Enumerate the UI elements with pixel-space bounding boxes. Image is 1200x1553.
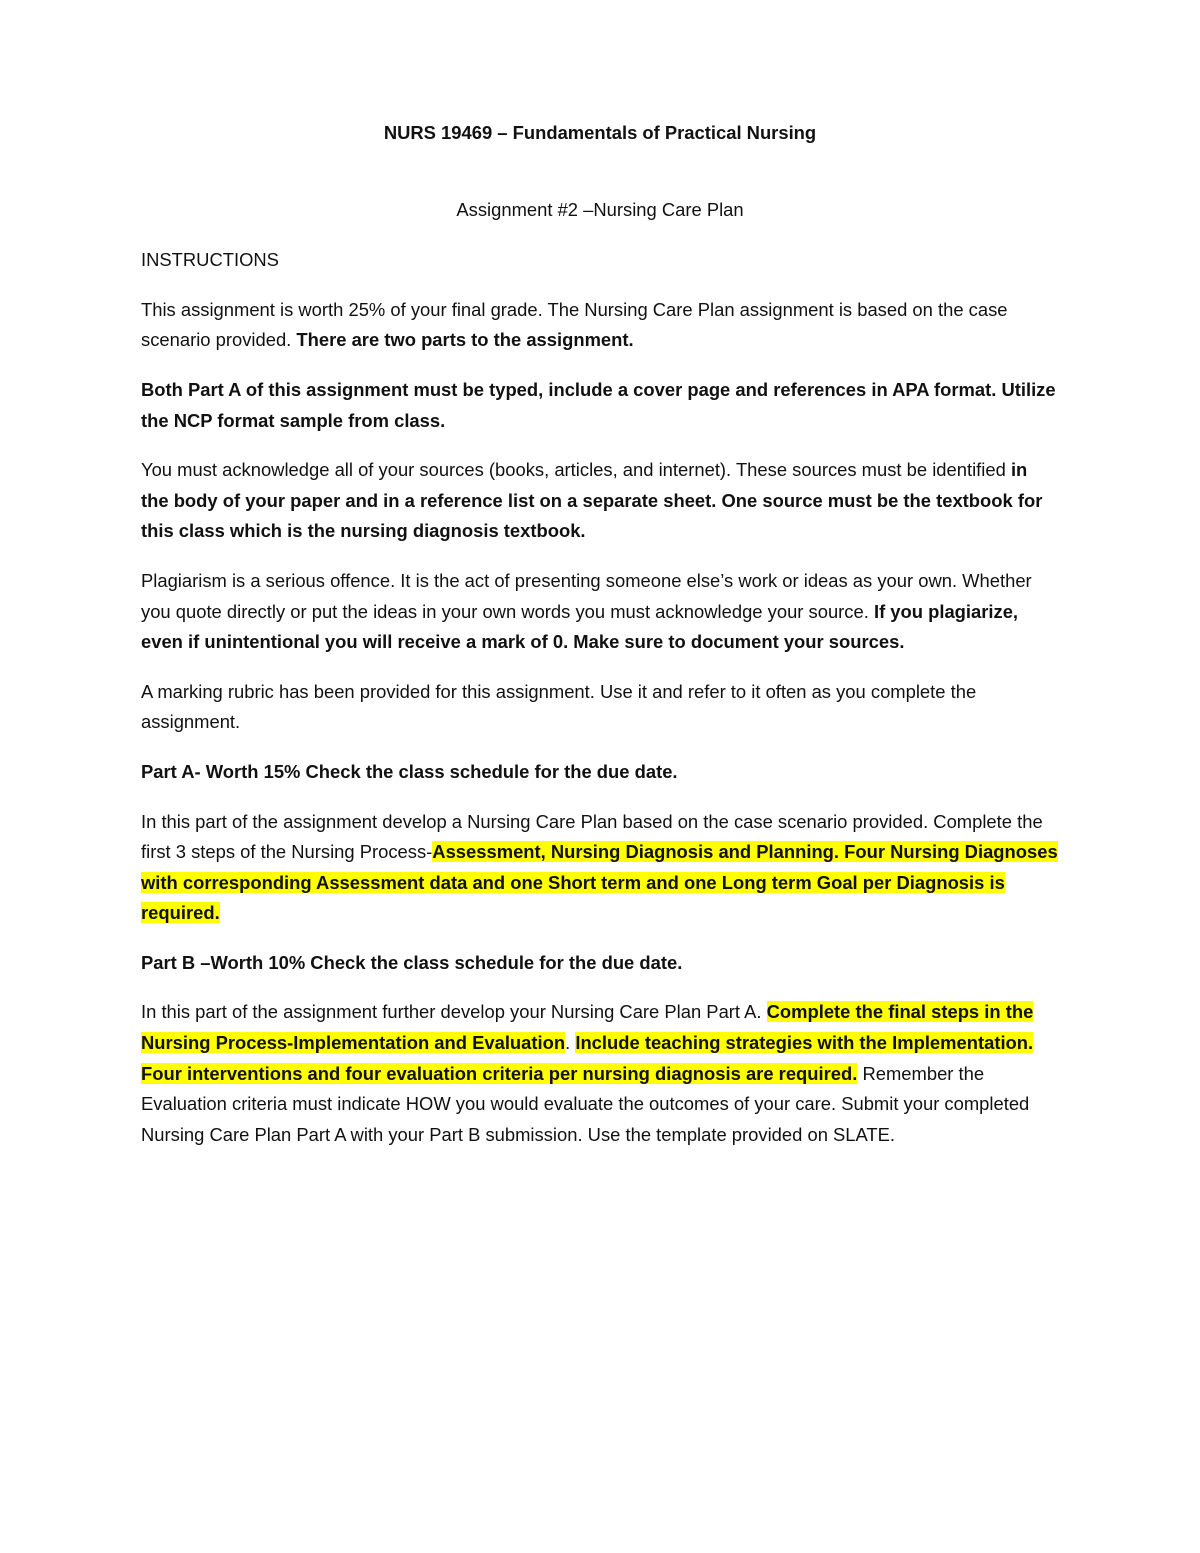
paragraph-bold-text: Both Part A of this assignment must be typed, include a cover page and references in APA format. Utilize the NCP format sample from class.	[141, 378, 1056, 431]
paragraph-sources-info	[141, 455, 1059, 547]
course-title: NURS 19469 – Fundamentals of Practical Nursing	[383, 122, 817, 143]
paragraph-text: Plagiarism is a serious offence. It is the act of presenting someone else’s work or ideas as your own. Whether you quote directly or put the ideas in your own words you must acknowledge your source.	[141, 569, 1032, 622]
paragraph-text: Remember the Evaluation criteria must indicate HOW you would evaluate the outcomes of your care. Submit your completed Nursing Care Plan Part A with your Part B submission. Use the template provided on SLATE.	[141, 1062, 1030, 1145]
paragraph-format-info	[141, 375, 1059, 436]
paragraph-grade-info	[141, 295, 1059, 356]
paragraph-text: This assignment is worth 25% of your final grade. The Nursing Care Plan assignment is based on the case scenario provided.	[141, 298, 1008, 351]
paragraph-bold-text: If you plagiarize, even if unintentional you will receive a mark of 0. Make sure to document your sources.	[141, 600, 1019, 653]
paragraph-text: In this part of the assignment develop a Nursing Care Plan based on the case scenario provided. Complete the first 3 steps of the Nursing Process-	[141, 810, 1043, 863]
paragraph-text: You must acknowledge all of your sources (books, articles, and internet). These sources must be identified	[141, 459, 1011, 481]
paragraph-rubric-info	[141, 677, 1059, 738]
paragraph-bold-text: There are two parts to the assignment.	[296, 329, 634, 351]
highlighted-text: Include teaching strategies with the Implementation. Four interventions and four evaluation criteria per nursing diagnosis are required.	[141, 1032, 1034, 1084]
assignment-title: Assignment #2 –Nursing Care Plan	[456, 198, 744, 220]
document-body	[141, 118, 1059, 1169]
instructions-heading: INSTRUCTIONS	[141, 249, 279, 271]
paragraph-text: A marking rubric has been provided for this assignment. Use it and refer to it often as you complete the assignment.	[141, 680, 977, 733]
paragraph-plagiarism-info	[141, 566, 1059, 658]
paragraph-bold-text: in the body of your paper and in a reference list on a separate sheet. One source must be the textbook for this class which is the nursing diagnosis textbook.	[141, 459, 1043, 542]
highlighted-text: Complete the final steps in the Nursing Process-Implementation and Evaluation	[141, 1001, 1034, 1054]
part-a-paragraph	[141, 807, 1059, 929]
part-b-paragraph	[141, 997, 1059, 1150]
highlighted-text: Assessment, Nursing Diagnosis and Planning. Four Nursing Diagnoses with corresponding Assessment data and one Short term and one Long term Goal per Diagnosis is required.	[141, 841, 1058, 924]
paragraph-text: .	[565, 1032, 576, 1054]
paragraph-text: In this part of the assignment further develop your Nursing Care Plan Part A.	[141, 1001, 767, 1023]
part-a-heading: Part A- Worth 15% Check the class schedule for the due date.	[141, 760, 678, 782]
part-b-heading: Part B –Worth 10% Check the class schedule for the due date.	[141, 951, 683, 973]
